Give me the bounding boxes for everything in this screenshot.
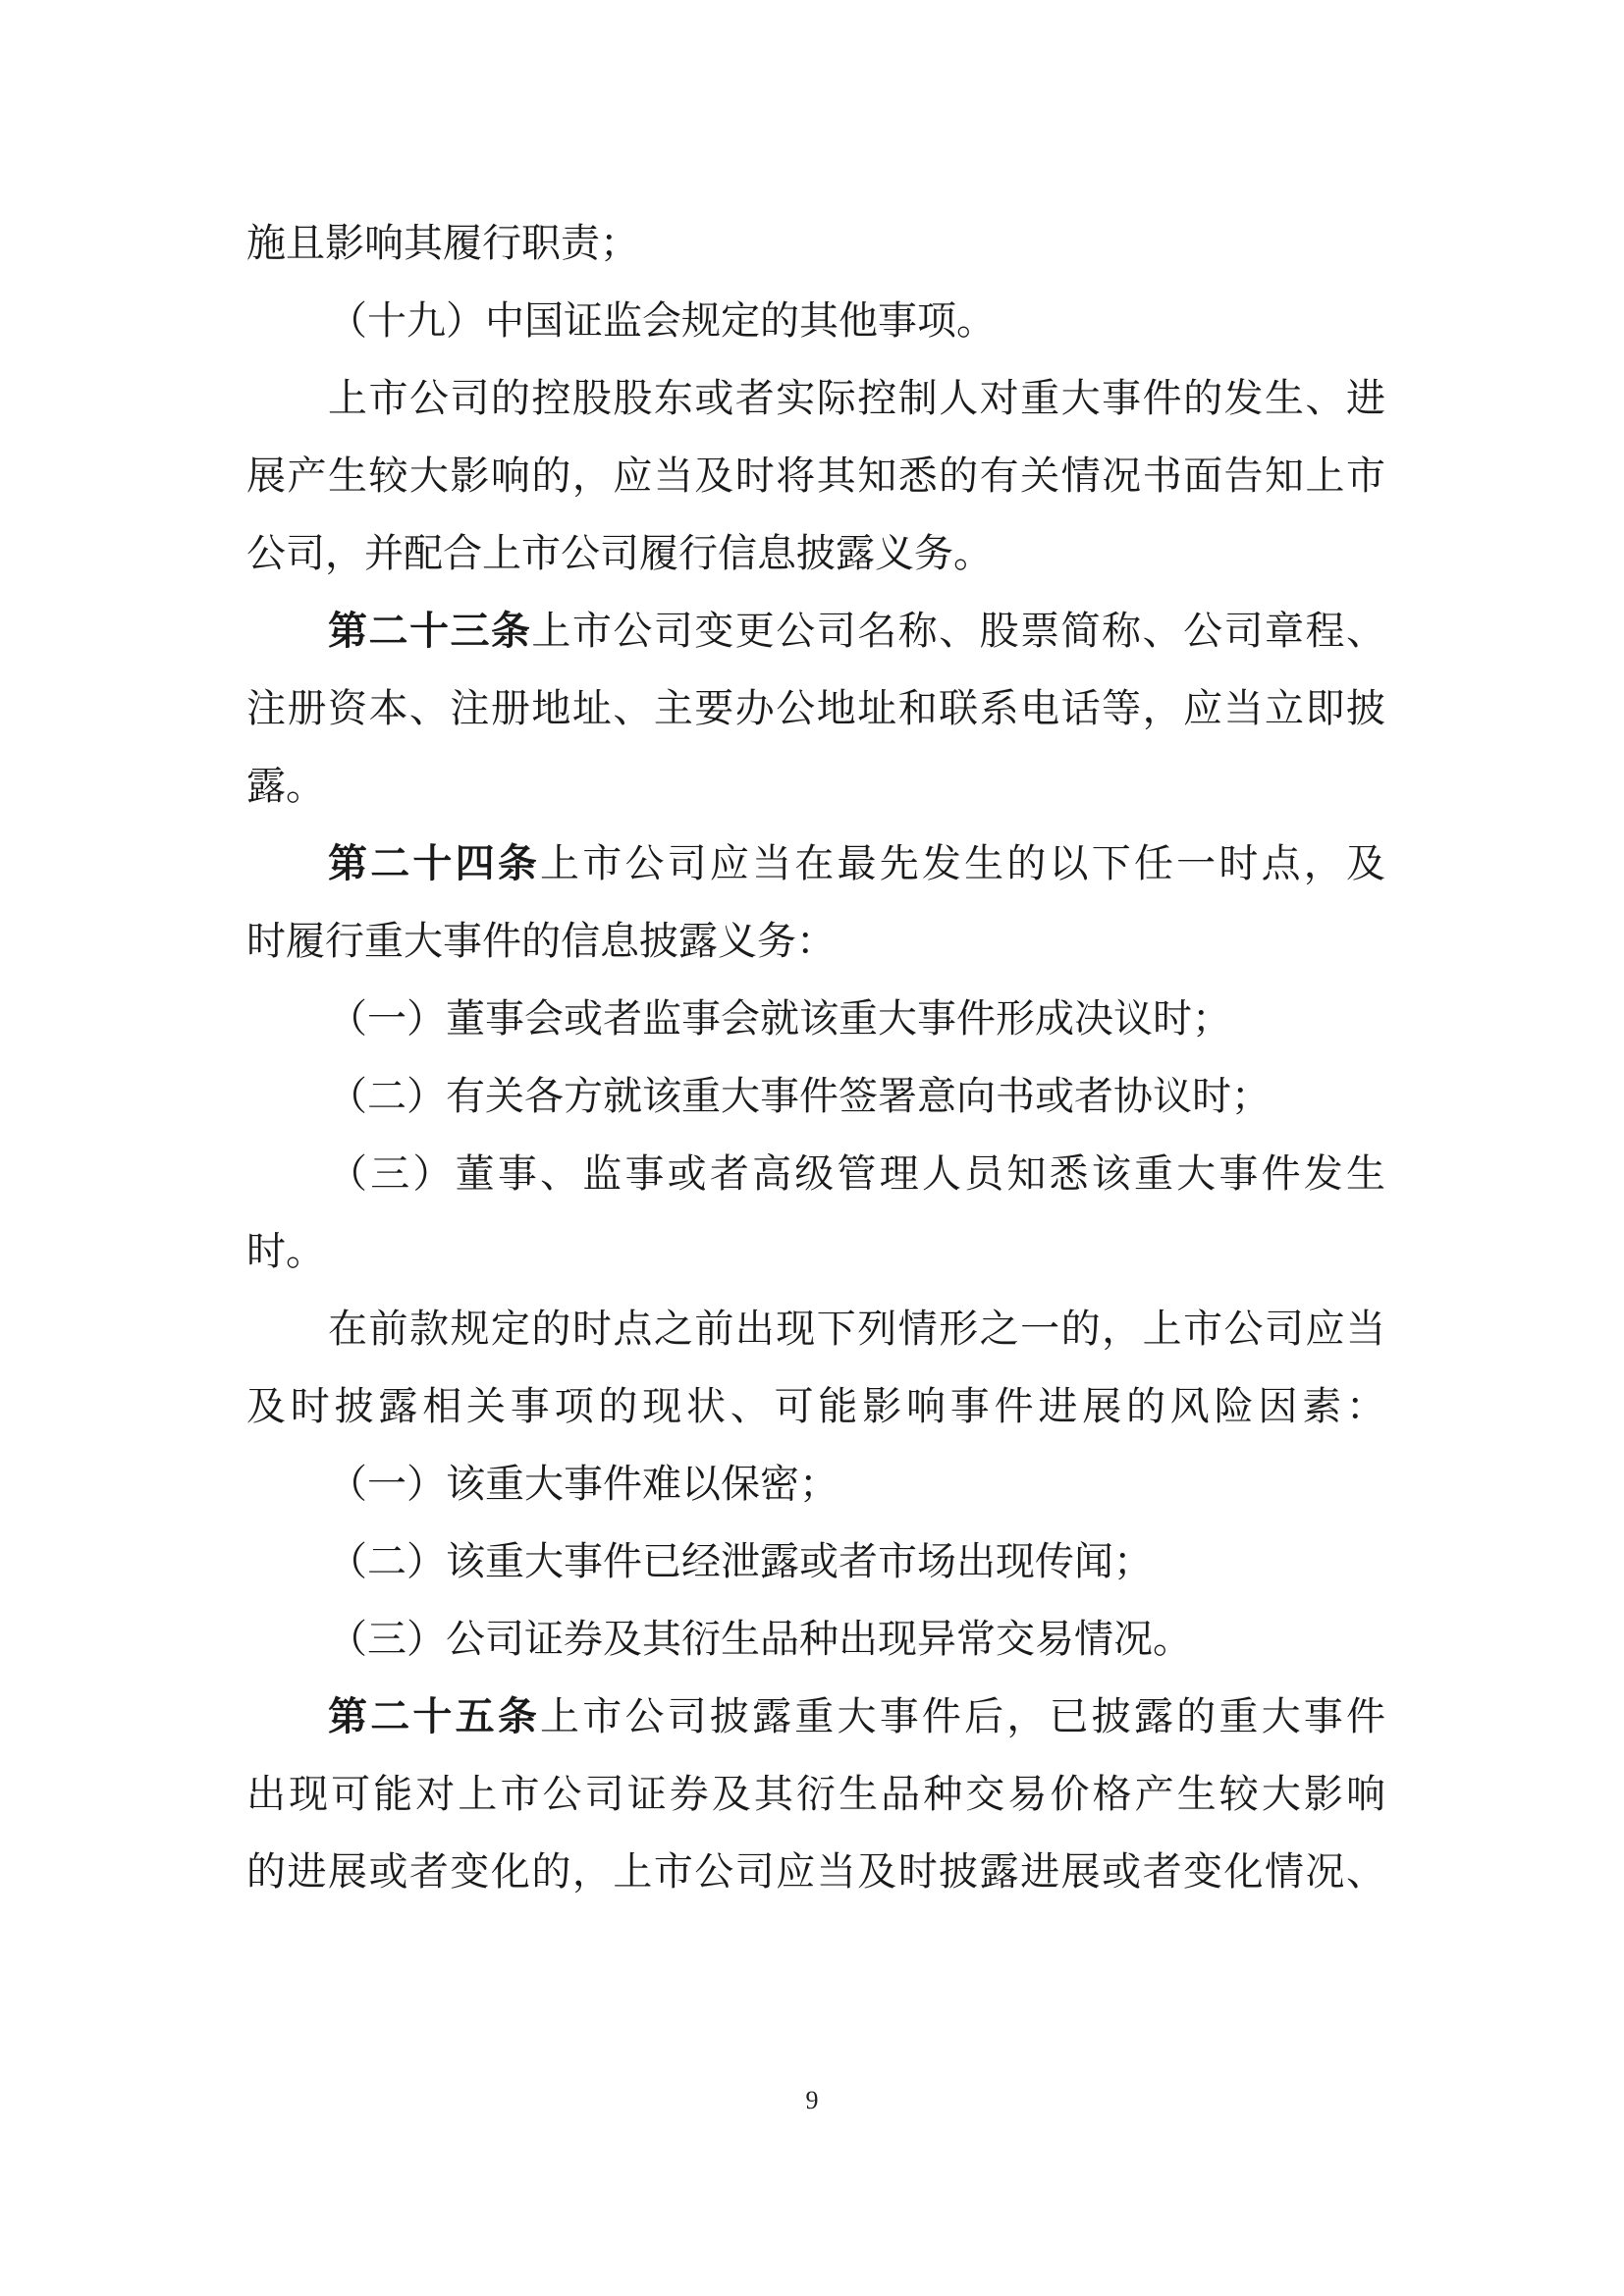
article-heading: 第二十五条 (328, 1693, 541, 1739)
page-number: 9 (805, 2086, 819, 2114)
article-text: 上市公司披露重大事件后，已披露的重大事件 (540, 1694, 1386, 1739)
list-item: （一）该重大事件难以保密； (328, 1462, 839, 1507)
body-line: 时。 (246, 1229, 325, 1274)
article-text: 上市公司应当在最先发生的以下任一时点，及 (540, 841, 1386, 886)
article-25-line (328, 1687, 1385, 1746)
list-item: （三）公司证券及其衍生品种出现异常交易情况。 (328, 1617, 1192, 1662)
body-line: 出现可能对上市公司证券及其衍生品种交易价格产生较大影响 (246, 1772, 1385, 1817)
body-line: 露。 (246, 764, 325, 809)
body-line: 施且影响其履行职责； (246, 221, 639, 266)
list-item: （二）该重大事件已经泄露或者市场出现传闻； (328, 1539, 1153, 1584)
body-line: 时履行重大事件的信息披露义务： (246, 919, 836, 964)
list-item: （十九）中国证监会规定的其他事项。 (328, 298, 996, 344)
body-line: 的进展或者变化的，上市公司应当及时披露进展或者变化情况、 (246, 1849, 1385, 1895)
list-item: （一）董事会或者监事会就该重大事件形成决议时； (328, 996, 1231, 1041)
article-heading: 第二十三条 (328, 608, 532, 654)
body-line: 上市公司的控股股东或者实际控制人对重大事件的发生、进 (328, 376, 1385, 421)
article-heading: 第二十四条 (328, 840, 541, 886)
article-24-line (328, 834, 1385, 893)
body-line: 在前款规定的时点之前出现下列情形之一的，上市公司应当 (328, 1307, 1385, 1352)
body-line: 公司，并配合上市公司履行信息披露义务。 (246, 531, 993, 576)
body-line: 展产生较大影响的，应当及时将其知悉的有关情况书面告知上市 (246, 454, 1385, 499)
article-23-line (328, 602, 1385, 661)
body-line: 及时披露相关事项的现状、可能影响事件进展的风险因素： (246, 1384, 1385, 1429)
article-text: 上市公司变更公司名称、股票简称、公司章程、 (531, 609, 1386, 654)
body-line: 注册资本、注册地址、主要办公地址和联系电话等，应当立即披 (246, 686, 1385, 731)
list-item: （二）有关各方就该重大事件签署意向书或者协议时； (328, 1074, 1271, 1119)
list-item: （三）董事、监事或者高级管理人员知悉该重大事件发生 (328, 1151, 1385, 1197)
